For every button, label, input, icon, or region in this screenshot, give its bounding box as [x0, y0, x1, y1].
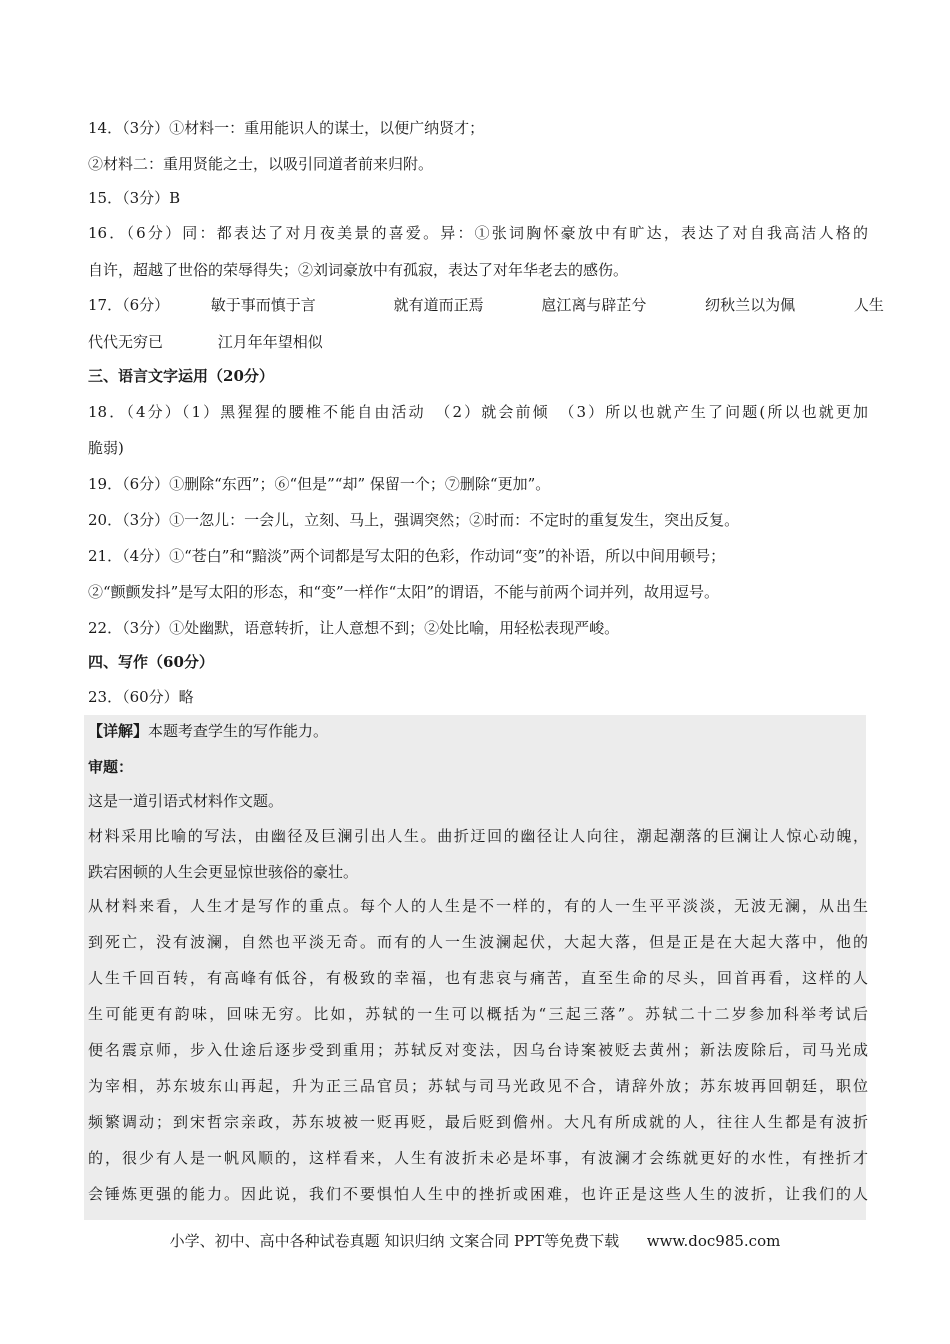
analysis-detail [88, 721, 868, 741]
answer-16-line-1: 16．（6分）同：都表达了对月夜美景的喜爱。异：①张词胸怀豪放中有旷达，表达了对自我高洁人格的 [88, 224, 868, 242]
answer-17-item-5-cont: 代代无穷已 [88, 333, 164, 351]
answer-17-line-1 [88, 295, 884, 315]
answer-14-line-2: ②材料二：重用贤能之士，以吸引同道者前来归附。 [88, 155, 434, 173]
answer-16-line-2: 自许，超越了世俗的荣辱得失；②刘词豪放中有孤寂，表达了对年华老去的感伤。 [88, 261, 629, 279]
answer-17-item-5: 人生 [853, 296, 884, 314]
analysis-line: 到死亡，没有波澜，自然也平淡无奇。而有的人一生波澜起伏，大起大落，但是正是在大起大落中，他的 [88, 933, 868, 951]
answer-23: 23．（60分）略 [88, 688, 194, 706]
answer-19: 19．（6分）①删除“东西”；⑥“但是”“却” 保留一个；⑦删除“更加”。 [88, 475, 551, 493]
footer-text: 小学、初中、高中各种试卷真题 知识归纳 文案合同 PPT等免费下载 [169, 1232, 620, 1250]
analysis-line: 材料采用比喻的写法，由幽径及巨澜引出人生。曲折迂回的幽径让人向往，潮起潮落的巨澜让人惊心动魄， [88, 827, 868, 845]
analysis-detail-label: 【详解】 [88, 722, 149, 740]
analysis-line: 为宰相，苏东坡东山再起，升为正三品官员；苏轼与司马光政见不合，请辞外放；苏东坡再回朝廷，职位 [88, 1077, 868, 1095]
analysis-line: 人生千回百转，有高峰有低谷，有极致的幸福，也有悲哀与痛苦，直至生命的尽头，回首再看，这样的人 [88, 969, 868, 987]
page-footer [0, 1231, 950, 1251]
answer-20: 20．（3分）①一忽儿：一会儿，立刻、马上，强调突然；②时而：不定时的重复发生，突出反复。 [88, 511, 740, 529]
answer-18-line-2: 脆弱) [88, 439, 124, 457]
analysis-line: 会锤炼更强的能力。因此说，我们不要惧怕人生中的挫折或困难，也许正是这些人生的波折，让我们的人 [88, 1185, 868, 1203]
answer-22: 22．（3分）①处幽默，语意转折，让人意想不到；②处比喻，用轻松表现严峻。 [88, 619, 620, 637]
analysis-line: 频繁调动；到宋哲宗亲政，苏东坡被一贬再贬，最后贬到儋州。大凡有所成就的人，往往人生都是有波折 [88, 1113, 868, 1131]
analysis-review-heading: 审题： [88, 758, 134, 776]
section-3-heading: 三、语言文字运用（20分） [88, 367, 274, 385]
answer-14-line-1: 14．（3分）①材料一：重用能识人的谋士，以便广纳贤才； [88, 119, 485, 137]
answer-18-line-1: 18．（4分）（1）黑猩猩的腰椎不能自由活动 （2）就会前倾 （3）所以也就产生了问题(所以也就更加 [88, 403, 868, 421]
answer-17-item-1: 敏于事而慎于言 [210, 296, 316, 314]
answer-17-label: 17．（6分） [88, 296, 170, 314]
analysis-line: 的，很少有人是一帆风顺的，这样看来，人生有波折未必是坏事，有波澜才会练就更好的水性，有挫折才 [88, 1149, 868, 1167]
answer-17-line-2 [88, 332, 868, 352]
section-4-heading: 四、写作（60分） [88, 653, 214, 671]
analysis-line: 便名震京师，步入仕途后逐步受到重用；苏轼反对变法，因乌台诗案被贬去黄州；新法废除后，司马光成 [88, 1041, 868, 1059]
analysis-line: 从材料来看，人生才是写作的重点。每个人的人生是不一样的，有的人一生平平淡淡，无波无澜，从出生 [88, 897, 868, 915]
analysis-line: 跌宕困顿的人生会更显惊世骇俗的豪壮。 [88, 863, 359, 881]
analysis-line: 生可能更有韵味，回味无穷。比如，苏轼的一生可以概括为“三起三落”。苏轼二十二岁参加科举考试后 [88, 1005, 868, 1023]
answer-21-line-1: 21．（4分）①“苍白”和“黯淡”两个词都是写太阳的色彩，作动词“变”的补语，所以中间用顿号； [88, 547, 726, 565]
answer-17-item-4: 纫秋兰以为佩 [705, 296, 796, 314]
answer-21-line-2: ②“颤颤发抖”是写太阳的形态，和“变”一样作“太阳”的谓语，不能与前两个词并列，故用逗号。 [88, 583, 720, 601]
analysis-detail-text: 本题考查学生的写作能力。 [148, 722, 329, 740]
answer-17-item-2: 就有道而正焉 [393, 296, 484, 314]
answer-15: 15．（3分）B [88, 189, 181, 207]
answer-17-item-6: 江月年年望相似 [217, 333, 323, 351]
footer-url[interactable]: www.doc985.com [646, 1232, 781, 1250]
analysis-line: 这是一道引语式材料作文题。 [88, 792, 284, 810]
answer-17-item-3: 扈江离与辟芷兮 [541, 296, 647, 314]
